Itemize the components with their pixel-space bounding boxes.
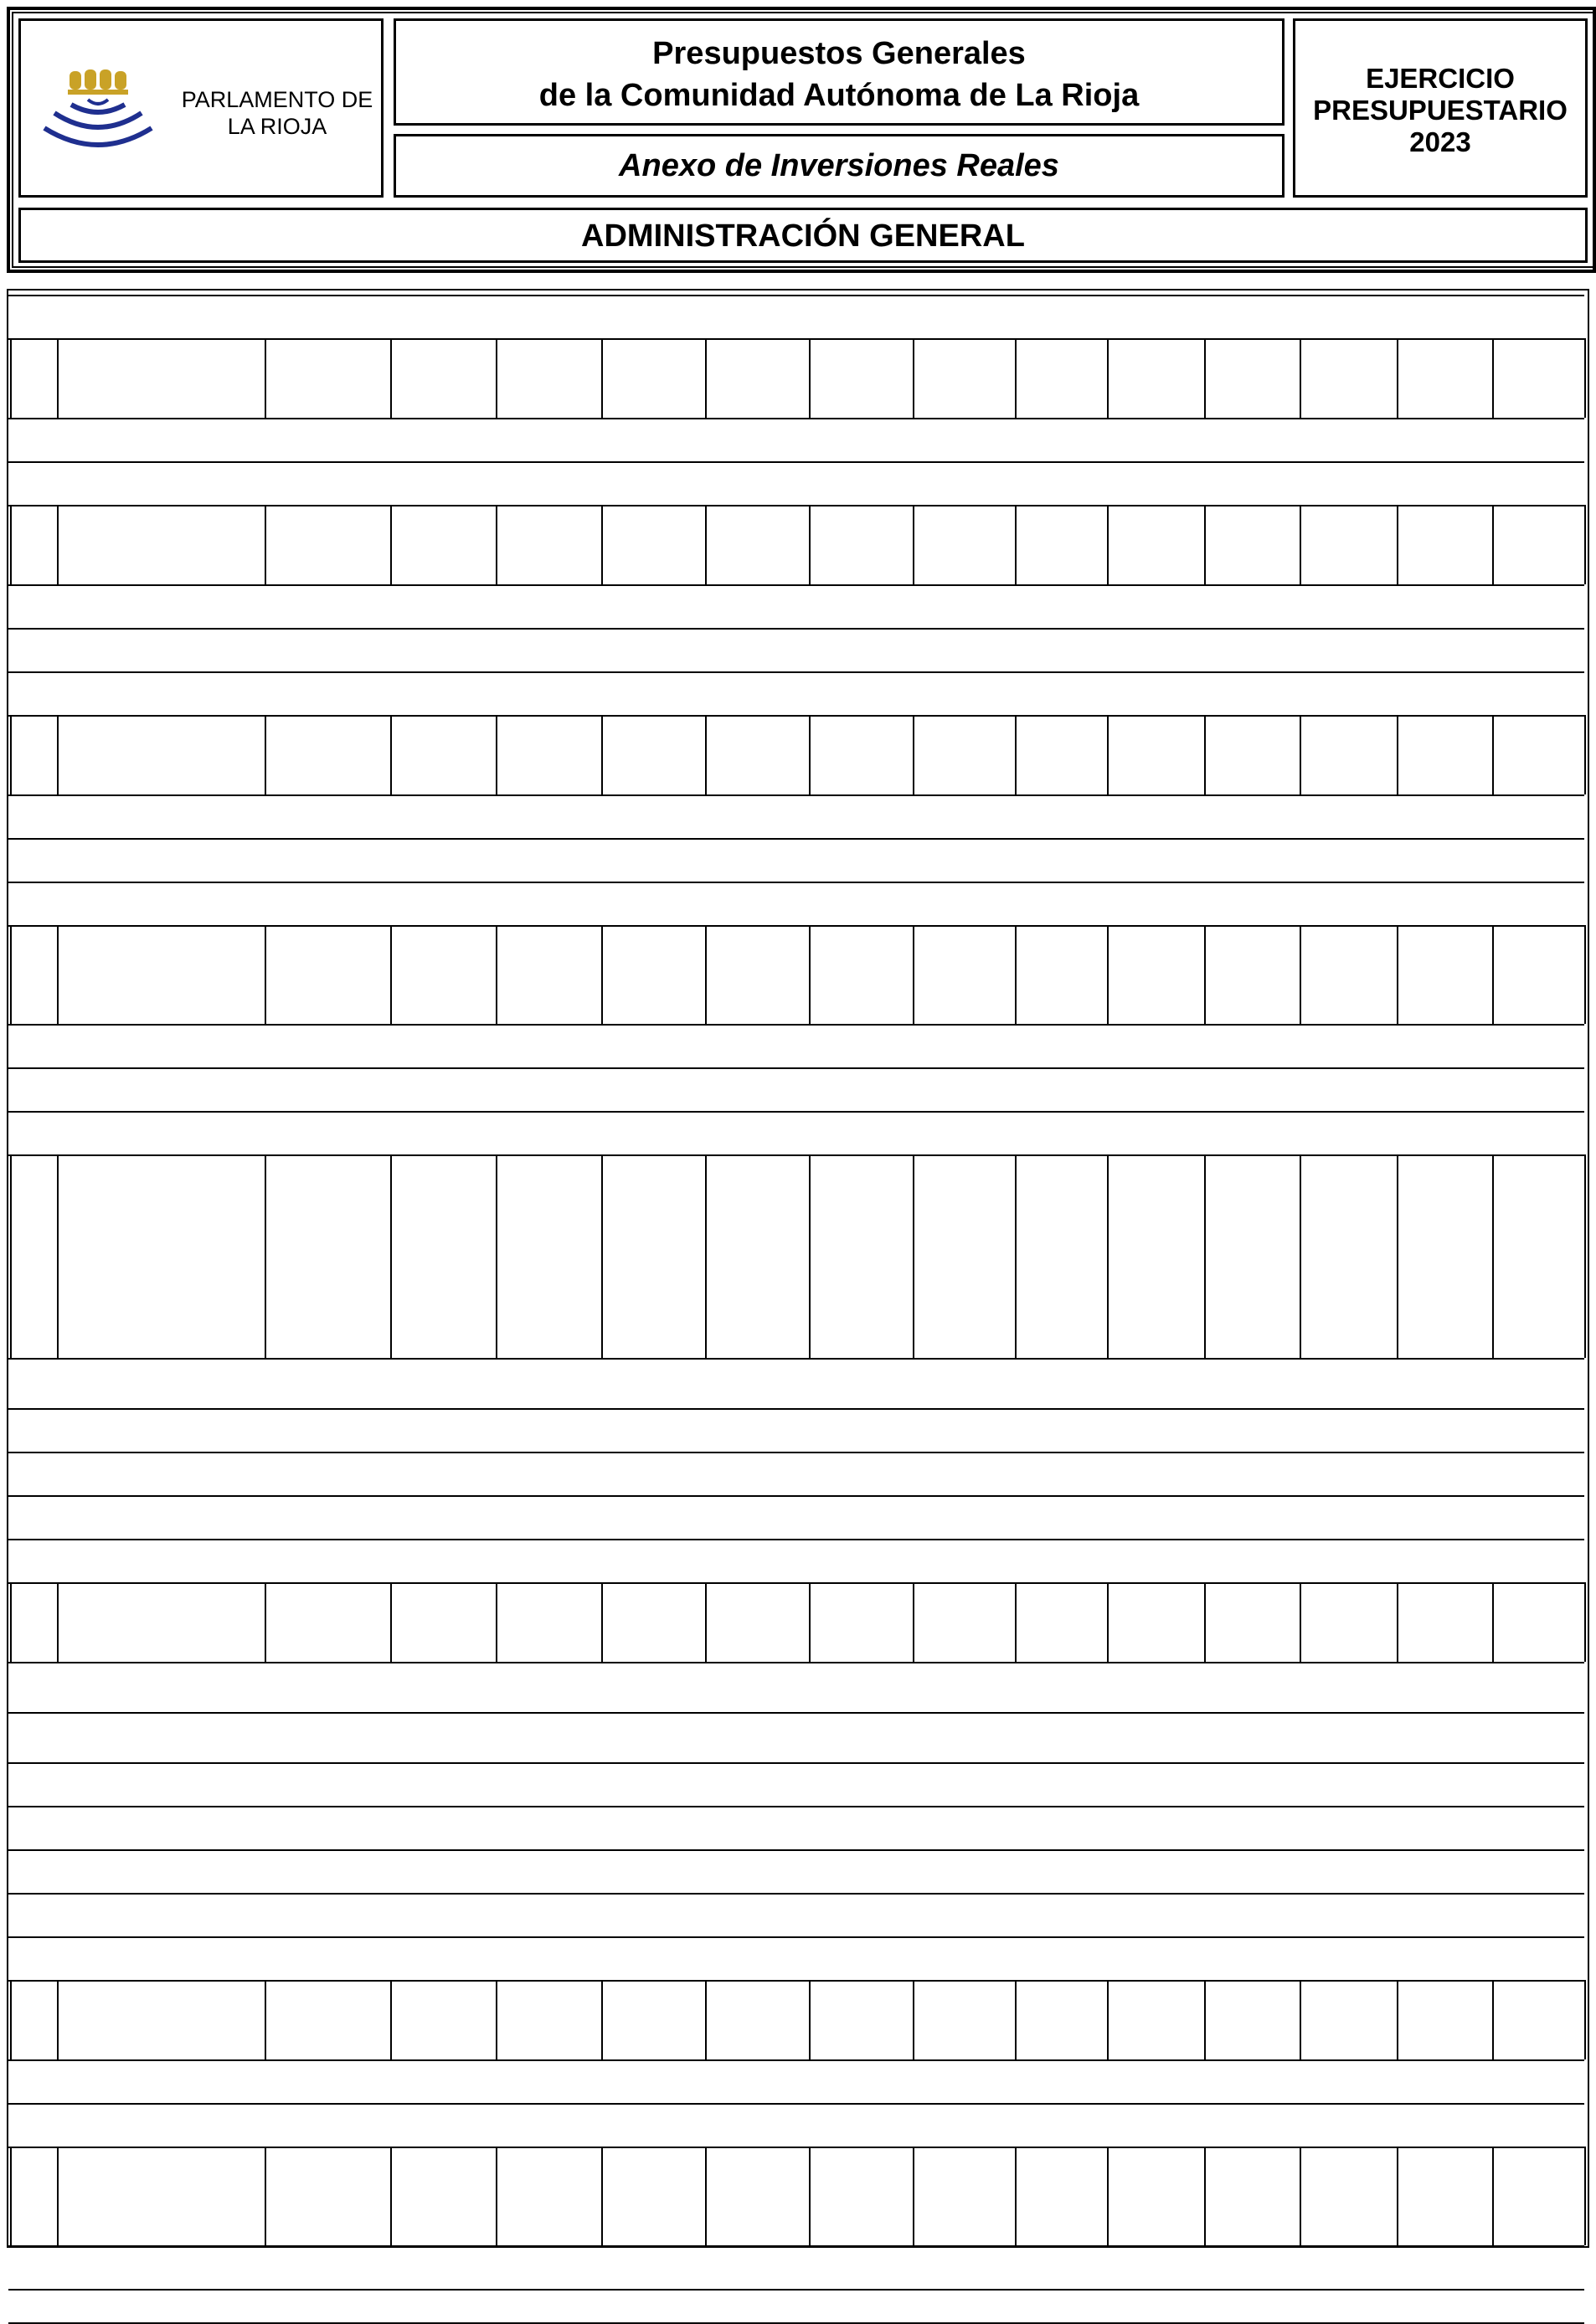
label-divider [8, 461, 1584, 463]
cell-divider [1015, 338, 1017, 418]
cell-divider [265, 715, 266, 794]
exercise-line-1: EJERCICIO [1366, 63, 1515, 94]
cell-divider [705, 925, 707, 1024]
cell-divider [913, 1582, 914, 1662]
cell-divider [1204, 338, 1206, 418]
cell-divider [913, 505, 914, 584]
cell-divider [1584, 715, 1586, 794]
label-divider [8, 1111, 1584, 1113]
cell-divider [10, 505, 12, 584]
cell-divider [1107, 505, 1109, 584]
cell-divider [496, 1582, 497, 1662]
cell-divider [265, 338, 266, 418]
cell-divider [809, 715, 811, 794]
cell-divider [601, 2147, 603, 2245]
cell-divider [57, 2147, 59, 2245]
cell-divider [1584, 1154, 1586, 1358]
cell-divider [705, 715, 707, 794]
cell-divider [10, 1980, 12, 2059]
cell-divider [1397, 1980, 1398, 2059]
label-divider [8, 2289, 1584, 2291]
cell-divider [57, 1980, 59, 2059]
cell-divider [1300, 1582, 1301, 1662]
cell-divider [1397, 338, 1398, 418]
cell-divider [1584, 1582, 1586, 1662]
cell-divider [601, 1154, 603, 1358]
project-divider [8, 2245, 1584, 2247]
cell-divider [1015, 1154, 1017, 1358]
cell-divider [705, 505, 707, 584]
cell-divider [1300, 505, 1301, 584]
exercise-year: 2023 [1409, 126, 1471, 157]
logo-box [18, 18, 384, 198]
cell-divider [1204, 1980, 1206, 2059]
cell-divider [1492, 925, 1494, 1024]
cell-divider [265, 505, 266, 584]
cell-divider [913, 925, 914, 1024]
project-divider [8, 1024, 1584, 1026]
cell-divider [390, 1582, 392, 1662]
cell-divider [1015, 2147, 1017, 2245]
cell-divider [10, 925, 12, 1024]
title-line-2: de la Comunidad Autónoma de La Rioja [538, 78, 1140, 113]
cell-divider [496, 2147, 497, 2245]
cell-divider [1204, 715, 1206, 794]
cell-divider [1492, 1154, 1494, 1358]
cell-divider [809, 2147, 811, 2245]
cell-divider [1204, 505, 1206, 584]
cell-divider [1397, 2147, 1398, 2245]
cell-divider [1107, 1980, 1109, 2059]
cell-divider [1492, 1980, 1494, 2059]
cell-divider [1584, 2147, 1586, 2245]
cell-divider [1204, 1582, 1206, 1662]
header-divider [8, 1154, 1584, 1156]
cell-divider [1300, 925, 1301, 1024]
label-divider [8, 1806, 1584, 1807]
label-divider [8, 2103, 1584, 2105]
cell-divider [10, 715, 12, 794]
table-top-line [8, 295, 1584, 296]
label-divider [8, 1893, 1584, 1895]
cell-divider [1015, 715, 1017, 794]
section-box [18, 208, 1588, 263]
cell-divider [1107, 1582, 1109, 1662]
cell-divider [265, 1582, 266, 1662]
cell-divider [1204, 2147, 1206, 2245]
cell-divider [1584, 338, 1586, 418]
cell-divider [1015, 1980, 1017, 2059]
cell-divider [57, 505, 59, 584]
cell-divider [496, 1980, 497, 2059]
cell-divider [809, 925, 811, 1024]
cell-divider [705, 2147, 707, 2245]
project-divider [8, 794, 1584, 796]
title-box [394, 18, 1285, 126]
cell-divider [10, 1154, 12, 1358]
cell-divider [1015, 505, 1017, 584]
cell-divider [265, 1154, 266, 1358]
cell-divider [390, 925, 392, 1024]
cell-divider [390, 1154, 392, 1358]
cell-divider [1584, 505, 1586, 584]
cell-divider [265, 2147, 266, 2245]
cell-divider [10, 338, 12, 418]
cell-divider [1584, 1980, 1586, 2059]
cell-divider [390, 338, 392, 418]
cell-divider [1397, 505, 1398, 584]
annex-title: Anexo de Inversiones Reales [619, 148, 1059, 183]
label-divider [8, 1067, 1584, 1069]
cell-divider [390, 715, 392, 794]
project-divider [8, 1358, 1584, 1360]
label-divider [8, 838, 1584, 840]
cell-divider [809, 338, 811, 418]
cell-divider [809, 1154, 811, 1358]
header-divider [8, 2147, 1584, 2148]
cell-divider [601, 1980, 603, 2059]
parliament-logo-icon [38, 61, 163, 162]
cell-divider [1107, 1154, 1109, 1358]
cell-divider [1107, 338, 1109, 418]
cell-divider [57, 338, 59, 418]
total-divider [8, 1408, 1584, 1410]
cell-divider [913, 1980, 914, 2059]
cell-divider [57, 715, 59, 794]
cell-divider [1492, 338, 1494, 418]
cell-divider [809, 1582, 811, 1662]
cell-divider [601, 1582, 603, 1662]
cell-divider [10, 2147, 12, 2245]
label-divider [8, 882, 1584, 883]
cell-divider [601, 505, 603, 584]
cell-divider [496, 338, 497, 418]
cell-divider [1107, 925, 1109, 1024]
total-divider [8, 1762, 1584, 1764]
cell-divider [390, 1980, 392, 2059]
cell-divider [1107, 715, 1109, 794]
header-divider [8, 715, 1584, 717]
project-divider [8, 2059, 1584, 2061]
project-divider [8, 584, 1584, 586]
cell-divider [913, 338, 914, 418]
label-divider [8, 1495, 1584, 1497]
label-divider [8, 1849, 1584, 1851]
cell-divider [1397, 925, 1398, 1024]
cell-divider [1204, 1154, 1206, 1358]
cell-divider [913, 2147, 914, 2245]
cell-divider [809, 1980, 811, 2059]
header-divider [8, 1980, 1584, 1982]
header-divider [8, 1582, 1584, 1584]
cell-divider [1300, 1154, 1301, 1358]
cell-divider [1300, 1980, 1301, 2059]
cell-divider [601, 715, 603, 794]
cell-divider [1492, 2147, 1494, 2245]
cell-divider [1584, 925, 1586, 1024]
cell-divider [601, 338, 603, 418]
exercise-line-2: PRESUPUESTARIO [1313, 95, 1568, 126]
cell-divider [496, 925, 497, 1024]
header-divider [8, 338, 1584, 340]
cell-divider [1015, 1582, 1017, 1662]
label-divider [8, 1936, 1584, 1938]
section-title: ADMINISTRACIÓN GENERAL [581, 219, 1025, 254]
project-divider [8, 1662, 1584, 1663]
cell-divider [809, 505, 811, 584]
cell-divider [705, 1980, 707, 2059]
parliament-name: PARLAMENTO DE LA RIOJA [181, 87, 373, 139]
cell-divider [390, 505, 392, 584]
cell-divider [57, 1582, 59, 1662]
header-divider [8, 925, 1584, 927]
total-divider [8, 1712, 1584, 1714]
cell-divider [705, 338, 707, 418]
cell-divider [705, 1582, 707, 1662]
cell-divider [1015, 925, 1017, 1024]
cell-divider [1492, 715, 1494, 794]
cell-divider [1204, 925, 1206, 1024]
cell-divider [57, 1154, 59, 1358]
cell-divider [390, 2147, 392, 2245]
cell-divider [1300, 338, 1301, 418]
investments-table [7, 289, 1589, 2248]
cell-divider [1492, 505, 1494, 584]
cell-divider [601, 925, 603, 1024]
project-divider [8, 418, 1584, 419]
cell-divider [496, 505, 497, 584]
cell-divider [1492, 1582, 1494, 1662]
cell-divider [1397, 715, 1398, 794]
cell-divider [496, 715, 497, 794]
cell-divider [10, 1582, 12, 1662]
title-line-1: Presupuestos Generales [652, 36, 1026, 71]
cell-divider [1300, 2147, 1301, 2245]
cell-divider [1107, 2147, 1109, 2245]
exercise-box [1293, 18, 1588, 198]
cell-divider [265, 925, 266, 1024]
cell-divider [1397, 1154, 1398, 1358]
label-divider [8, 1452, 1584, 1453]
header-divider [8, 505, 1584, 506]
cell-divider [1300, 715, 1301, 794]
label-divider [8, 628, 1584, 630]
label-divider [8, 671, 1584, 673]
cell-divider [913, 715, 914, 794]
cell-divider [1397, 1582, 1398, 1662]
label-divider [8, 1539, 1584, 1540]
annex-box [394, 134, 1285, 198]
cell-divider [705, 1154, 707, 1358]
cell-divider [496, 1154, 497, 1358]
cell-divider [913, 1154, 914, 1358]
cell-divider [265, 1980, 266, 2059]
cell-divider [57, 925, 59, 1024]
